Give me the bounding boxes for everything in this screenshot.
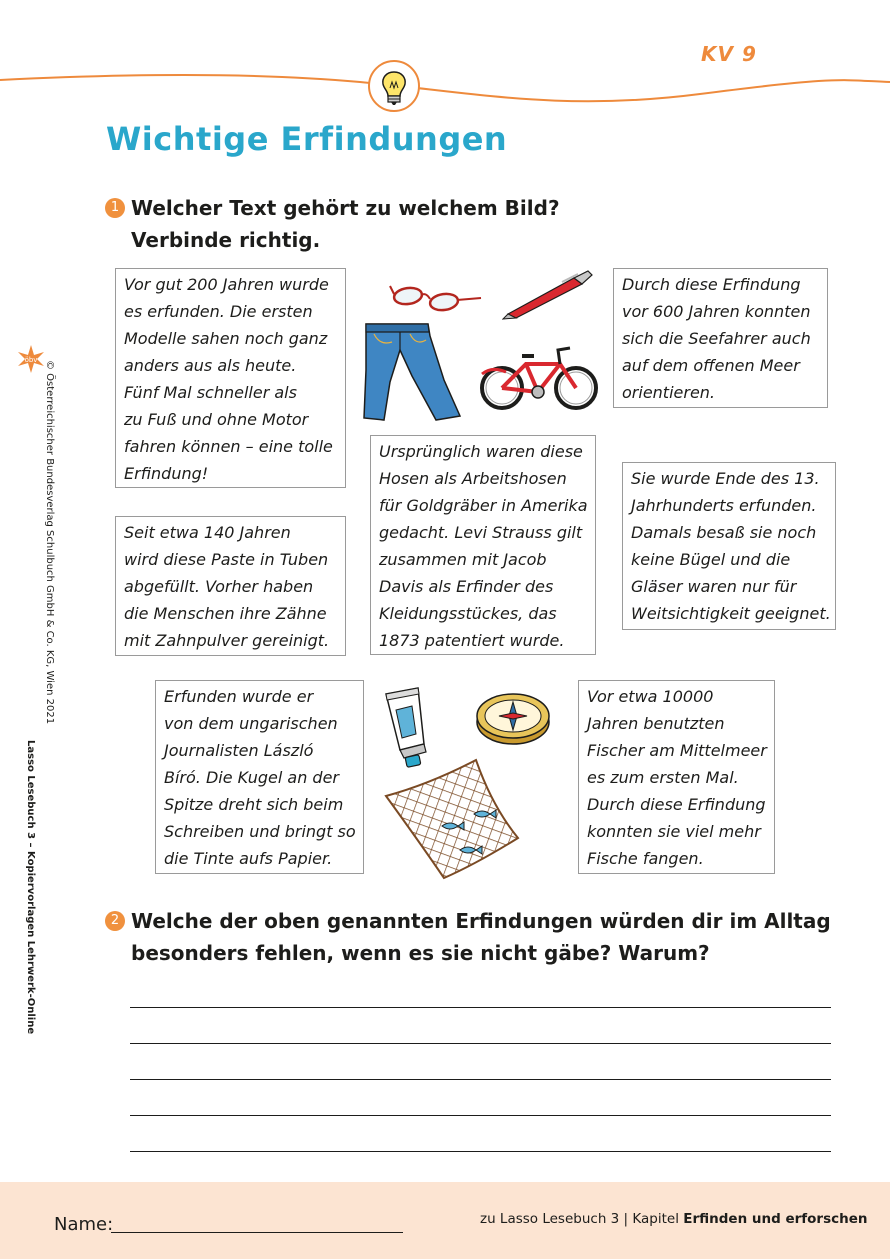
text-box-toothpaste[interactable] (115, 516, 346, 656)
text-box-compass[interactable] (613, 268, 828, 408)
task-2-number: 2 (105, 911, 125, 931)
jeans-picture[interactable] (360, 320, 464, 422)
text-line: Jahrhunderts erfunden. (631, 496, 817, 515)
text-line: Vor etwa 10000 (587, 687, 714, 706)
obv-logo-text: öbv (24, 356, 38, 364)
text-line: Durch diese Erfindung (622, 275, 801, 294)
text-line: von dem ungarischen (164, 714, 338, 733)
text-line: es erfunden. Die ersten (124, 302, 313, 321)
footer-ref-chapter: Erfinden und erforschen (683, 1211, 868, 1227)
name-label: Name: (54, 1214, 114, 1235)
text-line: Damals besaß sie noch (631, 523, 817, 542)
text-line: Durch diese Erfindung (587, 795, 766, 814)
task-2 (105, 905, 835, 969)
text-line: Sie wurde Ende des 13. (631, 469, 820, 488)
compass-picture[interactable] (474, 688, 552, 748)
answer-line-3[interactable] (130, 1079, 831, 1080)
text-box-glasses[interactable] (622, 462, 836, 630)
text-line: mit Zahnpulver gereinigt. (124, 631, 330, 650)
text-line: Jahren benutzten (587, 714, 725, 733)
text-line: konnten sie viel mehr (587, 822, 761, 841)
kv-label: KV 9 (701, 42, 757, 66)
text-line: Seit etwa 140 Jahren (124, 523, 291, 542)
text-line: Bíró. Die Kugel an der (164, 768, 339, 787)
text-box-bicycle[interactable] (115, 268, 346, 488)
text-line: die Tinte aufs Papier. (164, 849, 333, 868)
text-line: Fischer am Mittelmeer (587, 741, 767, 760)
text-line: 1873 patentiert wurde. (379, 631, 565, 650)
text-line: auf dem offenen Meer (622, 356, 800, 375)
text-line: gedacht. Levi Strauss gilt (379, 523, 583, 542)
text-line: sich die Seefahrer auch (622, 329, 811, 348)
text-line: zusammen mit Jacob (379, 550, 547, 569)
text-line: Erfindung! (124, 464, 209, 483)
text-line: Journalisten László (164, 741, 314, 760)
text-line: für Goldgräber in Amerika (379, 496, 588, 515)
answer-line-2[interactable] (130, 1043, 831, 1044)
sidebar-copyright (44, 360, 55, 724)
text-line: wird diese Paste in Tuben (124, 550, 329, 569)
text-line: anders aus als heute. (124, 356, 297, 375)
name-input-line[interactable] (111, 1232, 403, 1233)
text-line: Schreiben und bringt so (164, 822, 356, 841)
text-line: zu Fuß und ohne Motor (124, 410, 309, 429)
task-1-line-1: Welcher Text gehört zu welchem Bild? (131, 196, 560, 220)
text-line: Spitze dreht sich beim (164, 795, 344, 814)
answer-line-4[interactable] (130, 1115, 831, 1116)
task-1 (105, 192, 625, 256)
text-line: die Menschen ihre Zähne (124, 604, 327, 623)
fishing-net-picture[interactable] (380, 756, 522, 880)
task-1-line-2: Verbinde richtig. (131, 228, 321, 252)
glasses-picture[interactable] (388, 278, 484, 314)
page-title: Wichtige Erfindungen (106, 120, 508, 158)
text-line: Vor gut 200 Jahren wurde (124, 275, 329, 294)
text-line: abgefüllt. Vorher haben (124, 577, 314, 596)
text-line: Hosen als Arbeitshosen (379, 469, 567, 488)
lightbulb-icon (366, 58, 422, 114)
text-line: Ursprünglich waren diese (379, 442, 583, 461)
text-line: Gläser waren nur für (631, 577, 797, 596)
text-line: keine Bügel und die (631, 550, 791, 569)
sidebar-book-title: Lasso Lesebuch 3 – Kopiervorlagen Lehrwerk-Online (25, 740, 36, 1035)
task-2-line-2: besonders fehlen, wenn es sie nicht gäbe? Warum? (131, 941, 710, 965)
text-box-net[interactable] (578, 680, 775, 874)
text-line: Erfunden wurde er (164, 687, 314, 706)
text-line: Weitsichtigkeit geeignet. (631, 604, 831, 623)
text-line: fahren können – eine tolle (124, 437, 333, 456)
text-line: Davis als Erfinder des (379, 577, 554, 596)
ballpen-picture[interactable] (502, 270, 594, 320)
text-line: Modelle sahen noch ganz (124, 329, 328, 348)
text-line: Fische fangen. (587, 849, 704, 868)
footer-reference (480, 1211, 868, 1227)
task-1-number: 1 (105, 198, 125, 218)
text-line: orientieren. (622, 383, 716, 402)
answer-line-5[interactable] (130, 1151, 831, 1152)
task-2-line-1: Welche der oben genannten Erfindungen würden dir im Alltag (131, 909, 831, 933)
header-wave (0, 60, 890, 110)
text-box-ballpen[interactable] (155, 680, 364, 874)
sidebar-copyright-text: © Österreichischer Bundesverlag Schulbuch GmbH & Co. KG, Wien 2021 (44, 360, 55, 725)
answer-line-1[interactable] (130, 1007, 831, 1008)
text-box-jeans[interactable] (370, 435, 596, 655)
text-line: Fünf Mal schneller als (124, 383, 297, 402)
text-line: Kleidungsstückes, das (379, 604, 557, 623)
bicycle-picture[interactable] (478, 340, 602, 414)
text-line: vor 600 Jahren konnten (622, 302, 811, 321)
text-line: es zum ersten Mal. (587, 768, 739, 787)
footer-ref-prefix: zu Lasso Lesebuch 3 | Kapitel (480, 1211, 684, 1227)
